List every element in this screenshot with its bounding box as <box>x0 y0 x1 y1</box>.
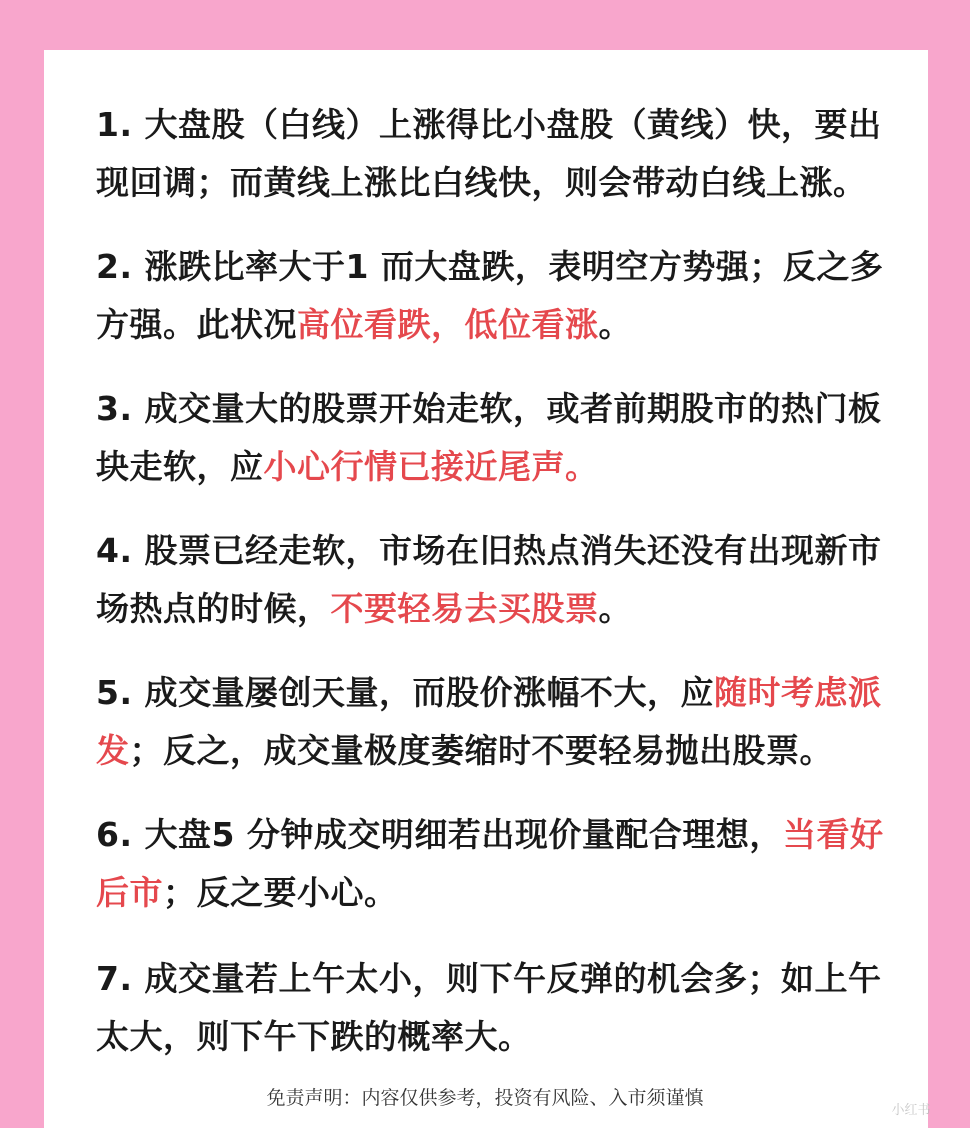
disclaimer-text: 免责声明：内容仅供参考，投资有风险、入市须谨慎 <box>266 1087 704 1109</box>
tip-5-text: 5. 成交量屡创天量，而股价涨幅不大，应 <box>96 673 714 712</box>
tip-6-highlight: 当看好后市 <box>96 815 884 912</box>
tip-7-text: 7. 成交量若上午太小，则下午反弹的机会多；如上午太大，则下午下跌的概率大。 <box>96 959 882 1056</box>
tip-item-7 <box>96 950 886 1066</box>
tip-item-1 <box>96 96 886 212</box>
tip-item-6 <box>96 806 886 922</box>
tip-item-4 <box>96 522 886 638</box>
tip-3-text: 3. 成交量大的股票开始走软，或者前期股市的热门板块走软，应 <box>96 389 882 486</box>
tip-item-5 <box>96 664 886 780</box>
tip-6-text: 6. 大盘5 分钟成交明细若出现价量配合理想， <box>96 815 783 854</box>
tip-item-2 <box>96 238 886 354</box>
tip-5-highlight: 随时考虑派发 <box>96 673 882 770</box>
tip-2-text: 2. 涨跌比率大于1 而大盘跌，表明空方势强；反之多方强。此状况 <box>96 247 884 344</box>
tip-4-tail: 。 <box>598 589 632 628</box>
tip-item-3 <box>96 380 886 496</box>
tip-2-tail: 。 <box>598 305 632 344</box>
tip-3-highlight: 小心行情已接近尾声。 <box>263 447 599 486</box>
tip-6-tail: ；反之要小心。 <box>163 873 398 912</box>
tip-5-tail: ；反之，成交量极度萎缩时不要轻易抛出股票。 <box>129 731 833 770</box>
tip-1-text: 1. 大盘股（白线）上涨得比小盘股（黄线）快，要出现回调；而黄线上涨比白线快，则会带动白线上涨。 <box>96 105 882 202</box>
tip-2-highlight: 高位看跌，低位看涨 <box>297 305 599 344</box>
tip-4-text: 4. 股票已经走软，市场在旧热点消失还没有出现新市场热点的时候， <box>96 531 882 628</box>
watermark-logo: 小红书 <box>891 1103 931 1118</box>
tip-4-highlight: 不要轻易去买股票 <box>330 589 599 628</box>
